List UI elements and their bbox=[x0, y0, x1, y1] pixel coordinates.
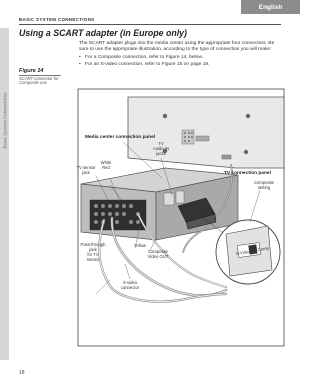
pass-through-label: jack bbox=[89, 247, 97, 252]
language-tab[interactable]: English bbox=[241, 0, 300, 14]
page-number: 18 bbox=[19, 370, 25, 376]
switch-label-comp: Comp bbox=[257, 245, 270, 252]
section-header: BASIC SYSTEM CONNECTIONS bbox=[19, 17, 95, 22]
switch-label-svideo: S-Video bbox=[235, 248, 251, 256]
red-label: Red bbox=[102, 165, 110, 170]
composite-setting-label: setting bbox=[257, 185, 271, 190]
tv-illustration bbox=[128, 97, 284, 168]
media-center-illustration bbox=[81, 168, 238, 240]
media-center-panel-label: Media center connection panel bbox=[85, 135, 156, 140]
tv-audio-in-label: jacks bbox=[156, 151, 166, 156]
figure-title: Figure 14 bbox=[19, 68, 44, 74]
svideo-connector-label: S-video bbox=[122, 280, 138, 285]
tv-connection-panel-label: TV connection panel bbox=[224, 171, 271, 176]
side-tab-label: Basic System Connections bbox=[2, 92, 7, 149]
tv-sensor-label: TV sensor bbox=[76, 165, 96, 170]
figure-caption: SCART connector for Composite use bbox=[19, 75, 59, 86]
bullet-icon: • bbox=[79, 55, 81, 60]
pass-through-label: Pass-through bbox=[80, 242, 106, 247]
pass-through-label: sensor bbox=[86, 257, 100, 262]
composite-setting-label: Composite bbox=[253, 180, 275, 185]
composite-video-out-label: Video OUT bbox=[147, 254, 169, 259]
tv-audio-in-label: TV bbox=[158, 141, 164, 146]
bullet-text: For an S-video connection, refer to Figure 15 on page 19. bbox=[85, 62, 210, 67]
intro-paragraph: The SCART adapter plugs into the media center using the appropriate four connectors. Be sure to use the appropriate illustration, according to the type of connection you will make: bbox=[79, 41, 275, 53]
white-label: White bbox=[100, 160, 112, 165]
tv-audio-in-label: Audio IN bbox=[152, 146, 170, 151]
bullet-icon: • bbox=[79, 62, 81, 67]
page-title: Using a SCART adapter (in Europe only) bbox=[19, 28, 187, 38]
yellow-label: Yellow bbox=[134, 243, 146, 248]
composite-video-out-label: Composite bbox=[147, 249, 169, 254]
tv-sensor-label: jack bbox=[82, 170, 90, 175]
bullet-text: For a Composite connection, refer to Figure 14, below. bbox=[85, 55, 203, 60]
pass-through-label: for TV bbox=[87, 252, 99, 257]
svideo-connector-label: connector bbox=[120, 285, 140, 290]
